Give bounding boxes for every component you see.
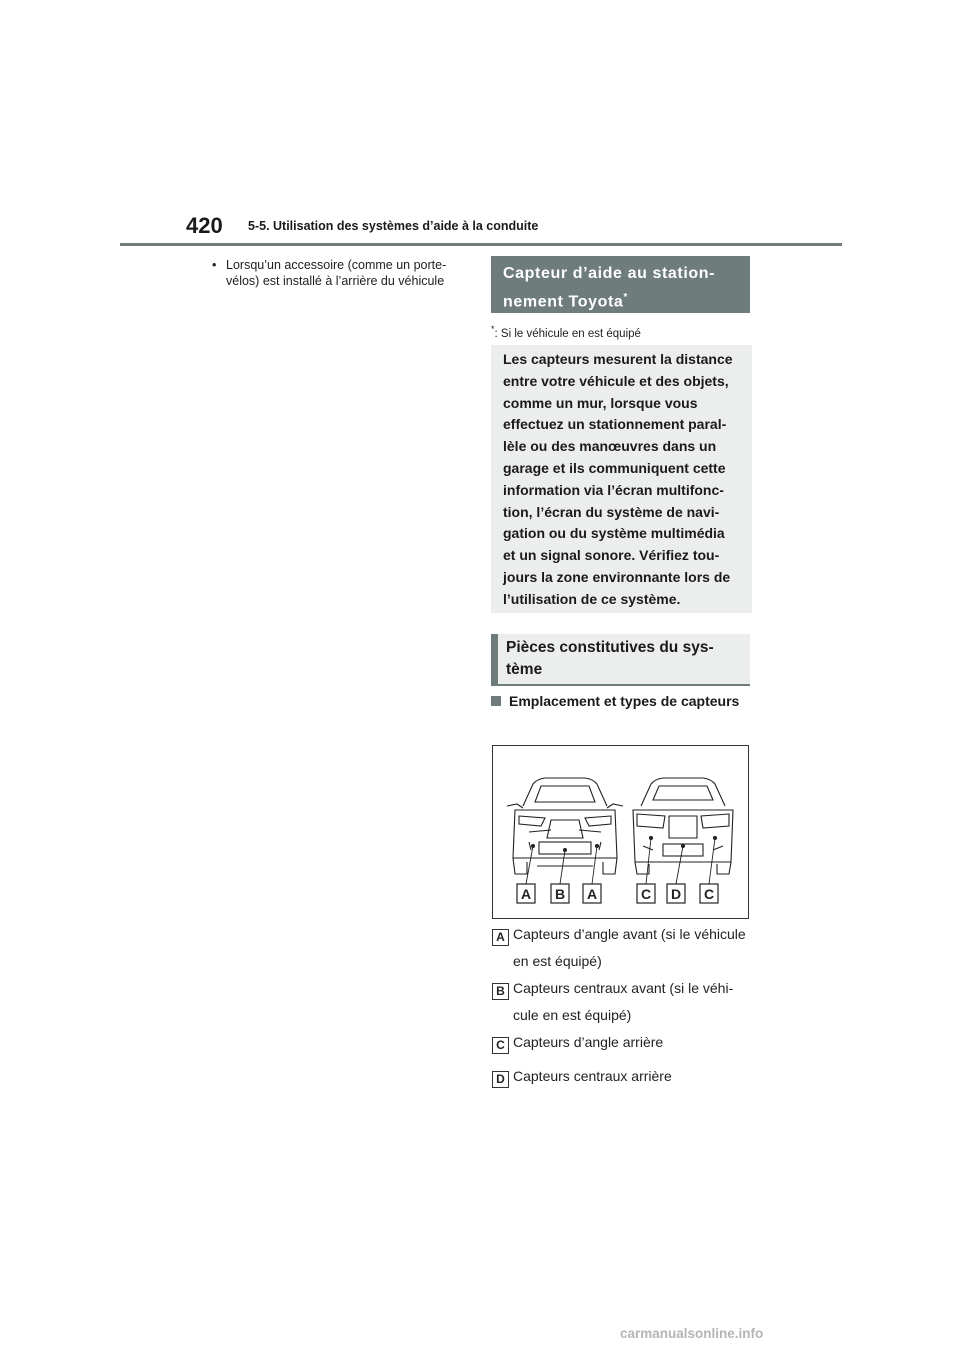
legend-key: A [492,929,509,946]
diagram-label-front-center: B [554,886,566,902]
legend-key: D [492,1071,509,1088]
legend-text: Capteurs d’angle arrière [513,1034,664,1050]
legend-item [492,1068,752,1090]
page-number: 420 [186,213,223,238]
legend-item [492,980,752,1029]
legend-key: B [492,983,509,1000]
bullet-item [212,258,457,289]
section-heading-components [491,634,750,686]
rear-vehicle-icon [633,778,733,874]
heading-text: Pièces constitutives du système [506,639,714,678]
bullet-text: Lorsqu’un accessoire (comme un porte-vélos) est installé à l’arrière du véhicule [226,258,447,288]
footnote-text: : Si le véhicule en est équipé [494,327,641,340]
section-title: 5-5. Utilisation des systèmes d’aide à la conduite [248,219,539,233]
diagram-label-front-corner-right: A [586,886,598,902]
legend-text: Capteurs d’angle avant (si le véhicule en est équipé) [513,926,746,969]
legend-item [492,926,752,975]
watermark: carmanualsonline.info [620,1326,764,1341]
footnote-marker: * [491,324,495,334]
legend-text: Capteurs centraux avant (si le véhicule en est équipé) [513,980,734,1023]
intro-box [491,345,752,613]
legend-item [492,1034,752,1056]
sensor-location-diagram [492,745,749,919]
heading-text: Capteur d’aide au stationnement Toyota [503,265,715,311]
header-rule [120,243,842,246]
vehicle-illustration [493,746,748,918]
footnote-marker: * [623,292,628,303]
diagram-label-rear-corner-left: C [640,886,652,902]
label-boxes [517,884,718,903]
diagram-label-rear-center: D [670,886,682,902]
subheading-text: Emplacement et types de capteurs [509,693,740,709]
intro-text: Les capteurs mesurent la distance entre votre véhicule et des objets, comme un mur, lorsque vous effectuez un stationnement parallèle ou des manœuvres dans un garage et ils communiquent cette information via l’écran multifonction, l’écran du système de navigation ou du système multimédia et un signal sonore. Vérifiez toujours la zone environnante lors de l’utilisation de ce système. [503,351,733,607]
diagram-label-front-corner-left: A [520,886,532,902]
square-bullet-icon [491,696,501,706]
front-vehicle-icon [507,778,623,874]
diagram-label-rear-corner-right: C [703,886,715,902]
legend-key: C [492,1037,509,1054]
footnote [491,324,641,340]
bullet-marker: • [212,258,217,272]
legend-text: Capteurs centraux arrière [513,1068,672,1084]
subheading [491,691,750,711]
front-sensor-lines [526,844,599,884]
section-heading-parking-sensor [491,256,750,313]
